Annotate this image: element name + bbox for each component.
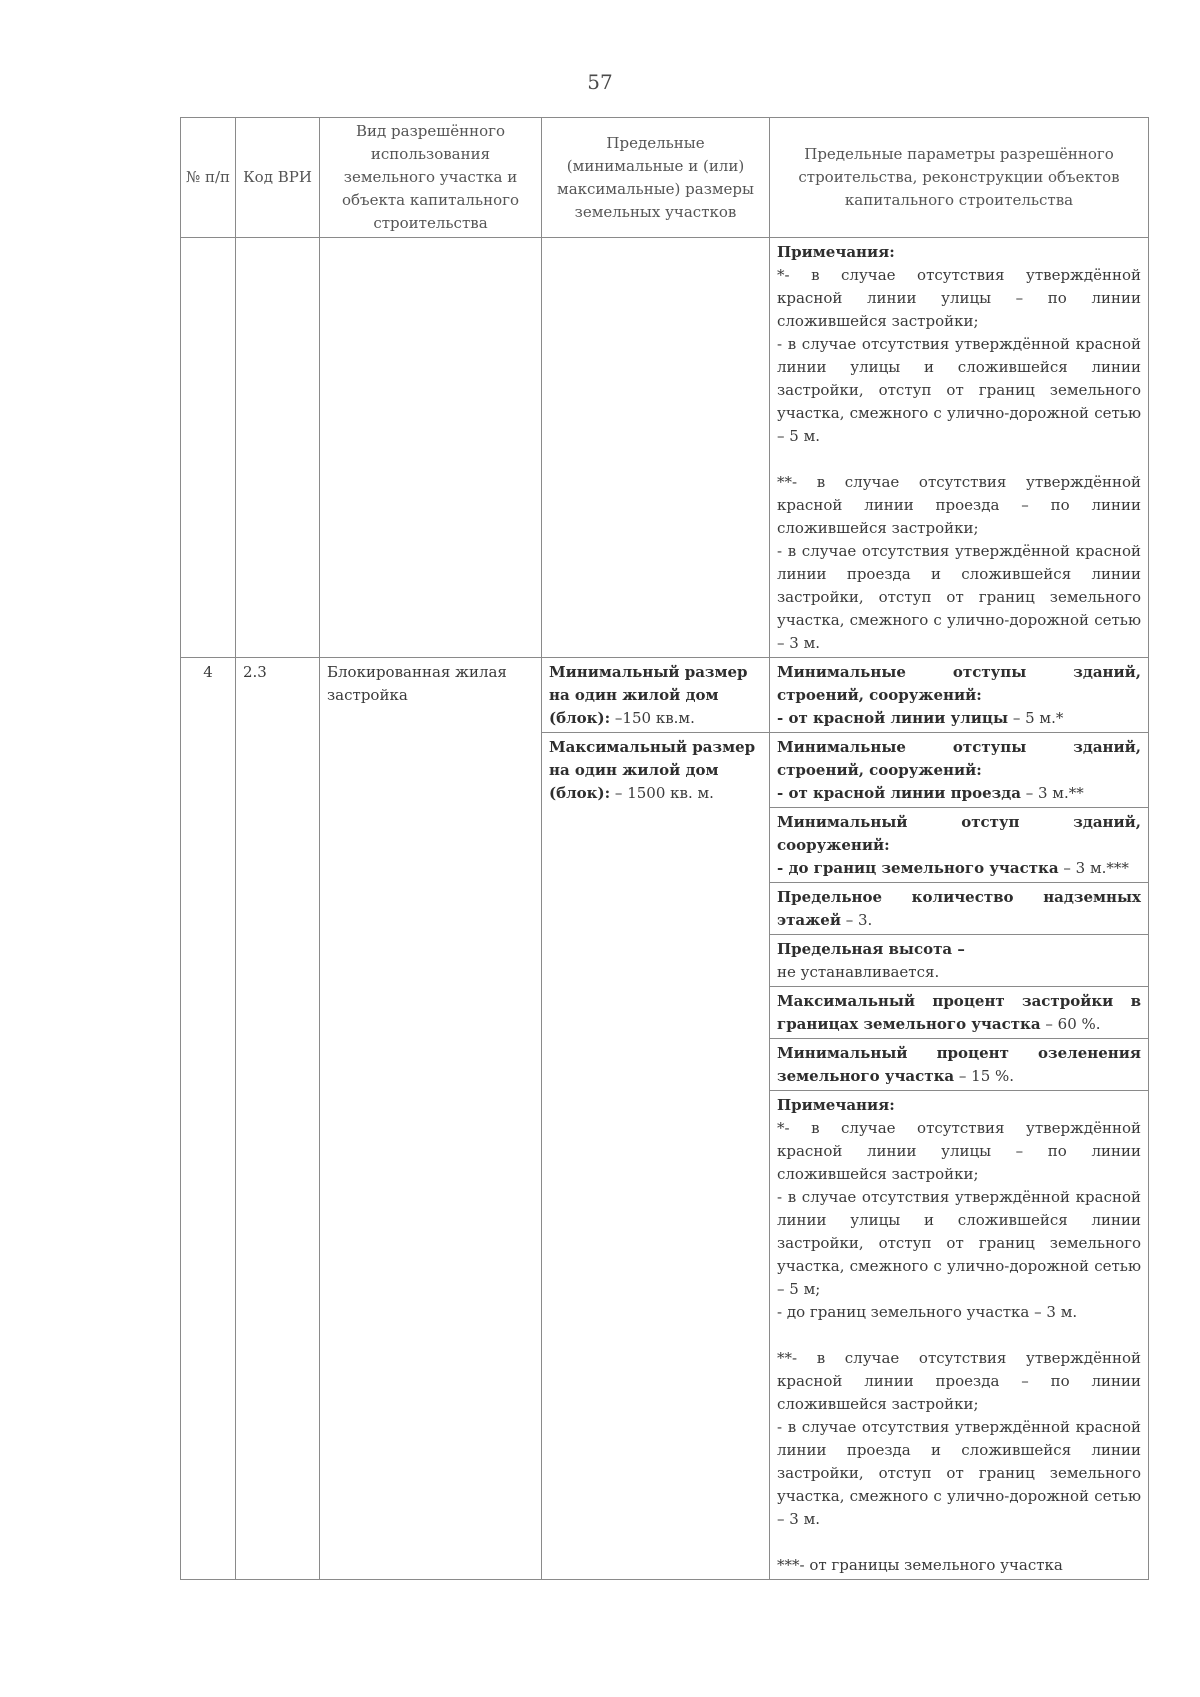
row-code: 2.3 (236, 658, 320, 1580)
table-header-row (181, 118, 1149, 238)
page-number: 57 (587, 70, 613, 94)
note-text: **- в случае отсутствия утверждённой красной линии проезда – по линии сложившейся застройки; (777, 1349, 1141, 1413)
header-kind: Вид разрешённого использования земельного участка и объекта капитального строительства (320, 118, 542, 238)
note-text: - в случае отсутствия утверждённой красной линии улицы и сложившейся линии застройки, отступ от границ земельного участка, смежного с улично-дорожной сетью – 5 м. (777, 335, 1141, 445)
note-text: - в случае отсутствия утверждённой красной линии проезда и сложившейся линии застройки, отступ от границ земельного участка, смежного с улично-дорожной сетью – 3 м. (777, 542, 1141, 652)
size-min-label: Минимальный размер на один жилой дом (блок): (549, 663, 748, 727)
row-kind: Блокированная жилая застройка (320, 658, 542, 1580)
note-text: ***- от границы земельного участка (777, 1556, 1063, 1574)
notes-title: Примечания: (777, 243, 895, 261)
header-params: Предельные параметры разрешённого строительства, реконструкции объектов капитального строительства (770, 118, 1149, 238)
row4-notes-cell (770, 1091, 1149, 1580)
param-offset-boundary: Минимальный отступ зданий, сооружений: - до границ земельного участка – 3 м.*** (770, 808, 1149, 883)
regulations-table (180, 117, 1149, 1580)
param-build-percent: Максимальный процент застройки в границах земельного участка – 60 %. (770, 987, 1149, 1039)
param-offset-street: Минимальные отступы зданий, строений, сооружений: - от красной линии улицы – 5 м.* (770, 658, 1149, 733)
param-green-percent: Минимальный процент озеленения земельного участка – 15 %. (770, 1039, 1149, 1091)
table-row-previous-notes (181, 238, 1149, 658)
header-num: № п/п (181, 118, 236, 238)
table-row-4 (181, 658, 1149, 733)
header-code: Код ВРИ (236, 118, 320, 238)
size-max-cell (542, 733, 770, 1580)
param-height: Предельная высота – не устанавливается. (770, 935, 1149, 987)
note-text: - до границ земельного участка – 3 м. (777, 1303, 1078, 1321)
param-floors: Предельное количество надземных этажей – 3. (770, 883, 1149, 935)
param-offset-passage: Минимальные отступы зданий, строений, сооружений: - от красной линии проезда – 3 м.** (770, 733, 1149, 808)
size-min-cell (542, 658, 770, 733)
note-text: - в случае отсутствия утверждённой красной линии улицы и сложившейся линии застройки, отступ от границ земельного участка, смежного с улично-дорожной сетью – 5 м; (777, 1188, 1141, 1298)
note-text: *- в случае отсутствия утверждённой красной линии улицы – по линии сложившейся застройки; (777, 266, 1141, 330)
size-min-value: –150 кв.м. (610, 709, 695, 727)
note-text: **- в случае отсутствия утверждённой красной линии проезда – по линии сложившейся застройки; (777, 473, 1141, 537)
size-max-label: Максимальный размер на один жилой дом (блок): (549, 738, 756, 802)
notes-title: Примечания: (777, 1096, 895, 1114)
header-sizes: Предельные (минимальные и (или) максимальные) размеры земельных участков (542, 118, 770, 238)
note-text: *- в случае отсутствия утверждённой красной линии улицы – по линии сложившейся застройки; (777, 1119, 1141, 1183)
previous-notes-cell (770, 238, 1149, 658)
row-number: 4 (181, 658, 236, 1580)
size-max-value: – 1500 кв. м. (610, 784, 714, 802)
note-text: - в случае отсутствия утверждённой красной линии проезда и сложившейся линии застройки, отступ от границ земельного участка, смежного с улично-дорожной сетью – 3 м. (777, 1418, 1141, 1528)
